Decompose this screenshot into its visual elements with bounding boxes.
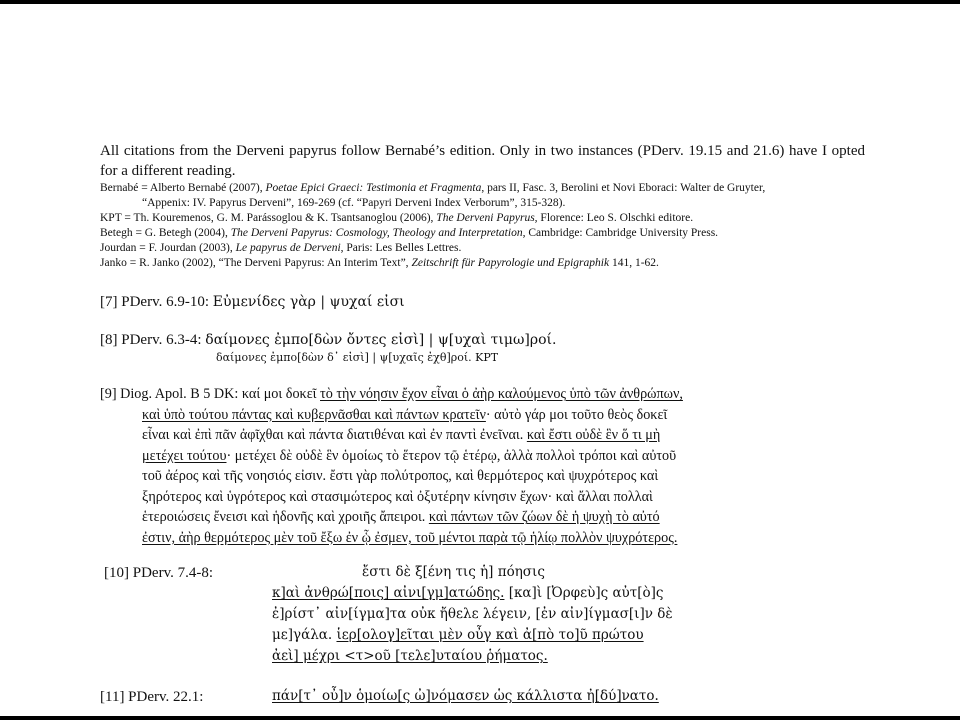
ref-jourdan: Jourdan = F. Jourdan (2003), Le papyrus de Derveni, Paris: Les Belles Lettres.	[100, 242, 462, 254]
citation-10-label: [10] PDerv. 7.4-8:	[104, 565, 214, 581]
citation-10-line-4: με]γάλα. ἱερ[ολογ]εῖται μὲν οὖγ καὶ ἀ[πὸ το]ῦ πρώτου	[272, 627, 644, 643]
citation-8: [8] PDerv. 6.3-4: δαίμονες ἐμπο[δὼν ὄντες εἰσὶ] | ψ[υχαὶ τιμω]ροί.	[100, 332, 557, 348]
citation-11-label: [11] PDerv. 22.1:	[100, 689, 204, 705]
citation-10-line-5: ἀεὶ] μέχρι <τ>οῦ [τελε]υταίου ῥήματος.	[272, 648, 548, 664]
ref-bernabe-cont: “Appenix: IV. Papyrus Derveni”, 169-269 (cf. “Papyri Derveni Index Verborum”, 315-328).	[142, 197, 566, 209]
intro-paragraph: All citations from the Derveni papyrus follow Bernabé’s edition. Only in two instances (PDerv. 19.15 and 21.6) have I opted for a different reading.	[100, 143, 865, 179]
citation-10-line-1: ἔστι δὲ ξ[ένη τις ἡ] πόησις	[362, 564, 545, 580]
citation-11-greek: πάν[τ᾽ οὖ]ν ὁμοίω[ς ὠ]νόμασεν ὡς κάλλιστα ἠ[δύ]νατο.	[272, 688, 659, 704]
citation-10-line-2: κ]αὶ ἀνθρώ[ποις] αἰνι[γμ]ατώδης. [κα]ὶ [Ὀρφεὺ]ς αὐτ[ὸ]ς	[272, 585, 664, 601]
citation-9: [9] Diog. Apol. B 5 DK: καί μοι δοκεῖ τὸ τὴν νόησιν ἔχον εἶναι ὁ ἀὴρ καλούμενος ὑπὸ τῶν ἀνθρώπων, καὶ ὑπὸ τούτου πάντας καὶ κυβερνᾶσθαι καὶ πάντων κρατεῖν· αὐτὸ γάρ μοι τοῦτο θεὸς δοκεῖ εἶναι καὶ ἐπὶ πᾶν ἀφῖχθαι καὶ πάντα διατιθέναι καὶ ἐν παντὶ ἐνεῖναι. καὶ ἔστι οὐδὲ ἓν ὅ τι μὴ μετέχει τούτου· μετέχει δὲ οὐδὲ ἓν ὁμοίως τὸ ἕτερον τῷ ἑτέρῳ, ἀλλὰ πολλοὶ τρόποι καὶ αὐτοῦ τοῦ ἀέρος καὶ τῆς νοησιός εἰσιν. ἔστι γὰρ πολύτροπος, καὶ θερμότερος καὶ ψυχρότερος καὶ ξηρότερος καὶ ὑγρότερος καὶ στασιμώτερος καὶ ὀξυτέρην κίνησιν ἔχων· καὶ ἄλλαι πολλαὶ ἑτεροιώσεις ἔνεισι καὶ ἡδονῆς καὶ χροιῆς ἄπειροι. καὶ πάντων τῶν ζώων δὲ ἡ ψυχὴ τὸ αὐτό ἐστιν, ἀὴρ θερμότερος μὲν τοῦ ἔξω ἐν ᾧ ἐσμεν, τοῦ μέντοι παρὰ τῷ ἡλίῳ πολλὸν ψυχρότερος.	[100, 386, 683, 546]
ref-bernabe: Bernabé = Alberto Bernabé (2007), Poetae Epici Graeci: Testimonia et Fragmenta, pars II, Fasc. 3, Berolini et Novi Eboraci: Walter de Gruyter,	[100, 182, 766, 194]
ref-janko: Janko = R. Janko (2002), “The Derveni Papyrus: An Interim Text”, Zeitschrift für Papyrologie und Epigraphik 141, 1-62.	[100, 257, 659, 269]
ref-kpt: KPT = Th. Kouremenos, G. M. Parássoglou & K. Tsantsanoglou (2006), The Derveni Papyrus, Florence: Leo S. Olschki editore.	[100, 212, 694, 224]
citation-10-line-3: ἐ]ρίστ᾽ αἰν[ίγμα]τα οὐκ ἤθελε λέγειν, [ἐν αἰν]ίγμασ[ι]ν δὲ	[272, 606, 673, 622]
citation-8-kpt-reading: δαίμονες ἐμπο[δὼν δ᾽ εἰσὶ] | ψ[υχαῖς ἐχθ]ροί. KPT	[216, 351, 499, 364]
citation-7: [7] PDerv. 6.9-10: Εὐμενίδες γὰρ | ψυχαί εἰσι	[100, 294, 405, 310]
ref-betegh: Betegh = G. Betegh (2004), The Derveni Papyrus: Cosmology, Theology and Interpretation, Cambridge: Cambridge University Press.	[100, 227, 719, 239]
document-page	[0, 4, 960, 716]
